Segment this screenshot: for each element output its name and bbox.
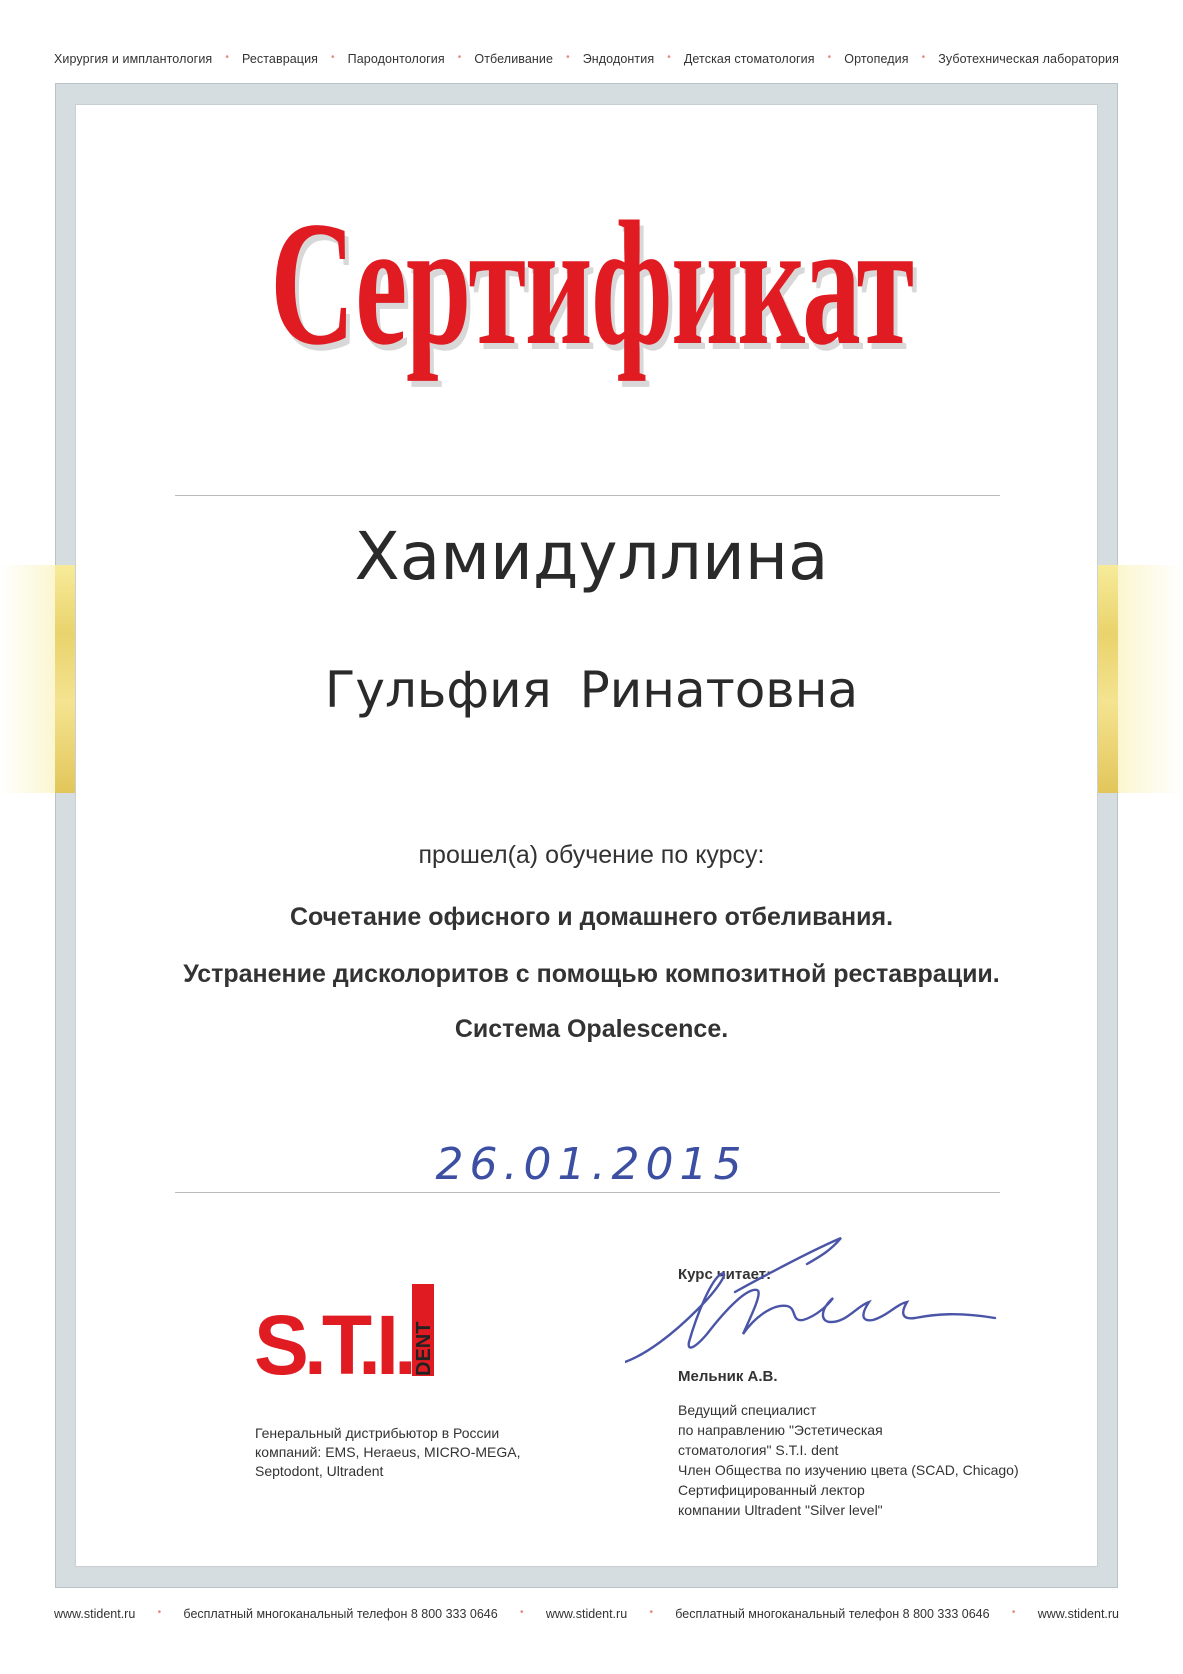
lecturer-info-line-3: стоматология" S.T.I. dent (678, 1442, 839, 1458)
service-pediatric: Детская стоматология (683, 52, 815, 66)
divider-bottom (175, 1192, 1000, 1193)
distributor-line-1: Генеральный дистрибьютор в России (255, 1425, 500, 1441)
bullet-separator: • (649, 1607, 653, 1618)
top-services-strip (54, 52, 1119, 66)
bullet-separator: • (921, 52, 926, 63)
footer-website: www.stident.ru (54, 1607, 136, 1621)
lecturer-info-line-4: Член Общества по изучению цвета (SCAD, Chicago) (678, 1462, 1019, 1478)
service-surgery: Хирургия и имплантология (54, 52, 213, 66)
bottom-contact-strip (54, 1607, 1119, 1621)
footer-website: www.stident.ru (1037, 1607, 1119, 1621)
lecturer-info-line-6: компании Ultradent "Silver level" (678, 1502, 883, 1518)
distributor-line-2: компаний: EMS, Heraeus, MICRO-MEGA, (255, 1444, 521, 1460)
sti-dent-logo (252, 1278, 452, 1388)
bullet-separator: • (566, 52, 570, 63)
bullet-separator: • (225, 52, 229, 63)
footer-phone: бесплатный многоканальный телефон 8 800 333 0646 (675, 1607, 990, 1621)
logo-main-text: S.T.I. (254, 1298, 412, 1388)
divider-top (175, 495, 1000, 496)
service-whitening: Отбеливание (474, 52, 554, 66)
bullet-separator: • (667, 52, 671, 63)
course-title-line-2: Устранение дисколоритов с помощью композитной реставрации. (183, 960, 1000, 988)
bullet-separator: • (331, 52, 335, 63)
service-endodontics: Эндодонтия (582, 52, 655, 66)
completed-course-label: прошел(а) обучение по курсу: (418, 841, 765, 869)
handwritten-date: 26.01.2015 (435, 1139, 748, 1190)
lecturer-signature (625, 1230, 1005, 1375)
service-dental-lab: Зуботехническая лаборатория (938, 52, 1119, 66)
lecturer-label: Курс читает: (678, 1266, 772, 1283)
distributor-line-3: Septodont, Ultradent (255, 1463, 384, 1479)
bullet-separator: • (827, 52, 832, 63)
lecturer-info-line-2: по направлению "Эстетическая (678, 1422, 883, 1438)
bullet-separator: • (157, 1607, 162, 1618)
lecturer-info-line-5: Сертифицированный лектор (678, 1482, 865, 1498)
distributor-info (255, 1424, 520, 1481)
service-orthopedics: Ортопедия (844, 52, 909, 66)
service-restoration: Реставрация (241, 52, 319, 66)
bullet-separator: • (457, 52, 462, 63)
footer-phone: бесплатный многоканальный телефон 8 800 333 0646 (183, 1607, 498, 1621)
footer-website: www.stident.ru (545, 1607, 628, 1621)
lecturer-info-line-1: Ведущий специалист (678, 1402, 817, 1418)
certificate-title: Сертификат (270, 184, 913, 382)
recipient-surname: Хамидуллина (354, 518, 829, 595)
recipient-given-names: Гульфия Ринатовна (324, 661, 859, 719)
logo-side-text: DENT (413, 1321, 435, 1376)
course-title-line-1: Сочетание офисного и домашнего отбеливания. (289, 903, 894, 931)
bullet-separator: • (520, 1607, 524, 1618)
course-title-line-3: Система Opalescence. (454, 1015, 729, 1043)
bullet-separator: • (1011, 1607, 1016, 1618)
service-periodontology: Пародонтология (347, 52, 445, 66)
lecturer-name: Мельник А.В. (678, 1368, 778, 1385)
lecturer-credentials (678, 1400, 1019, 1520)
